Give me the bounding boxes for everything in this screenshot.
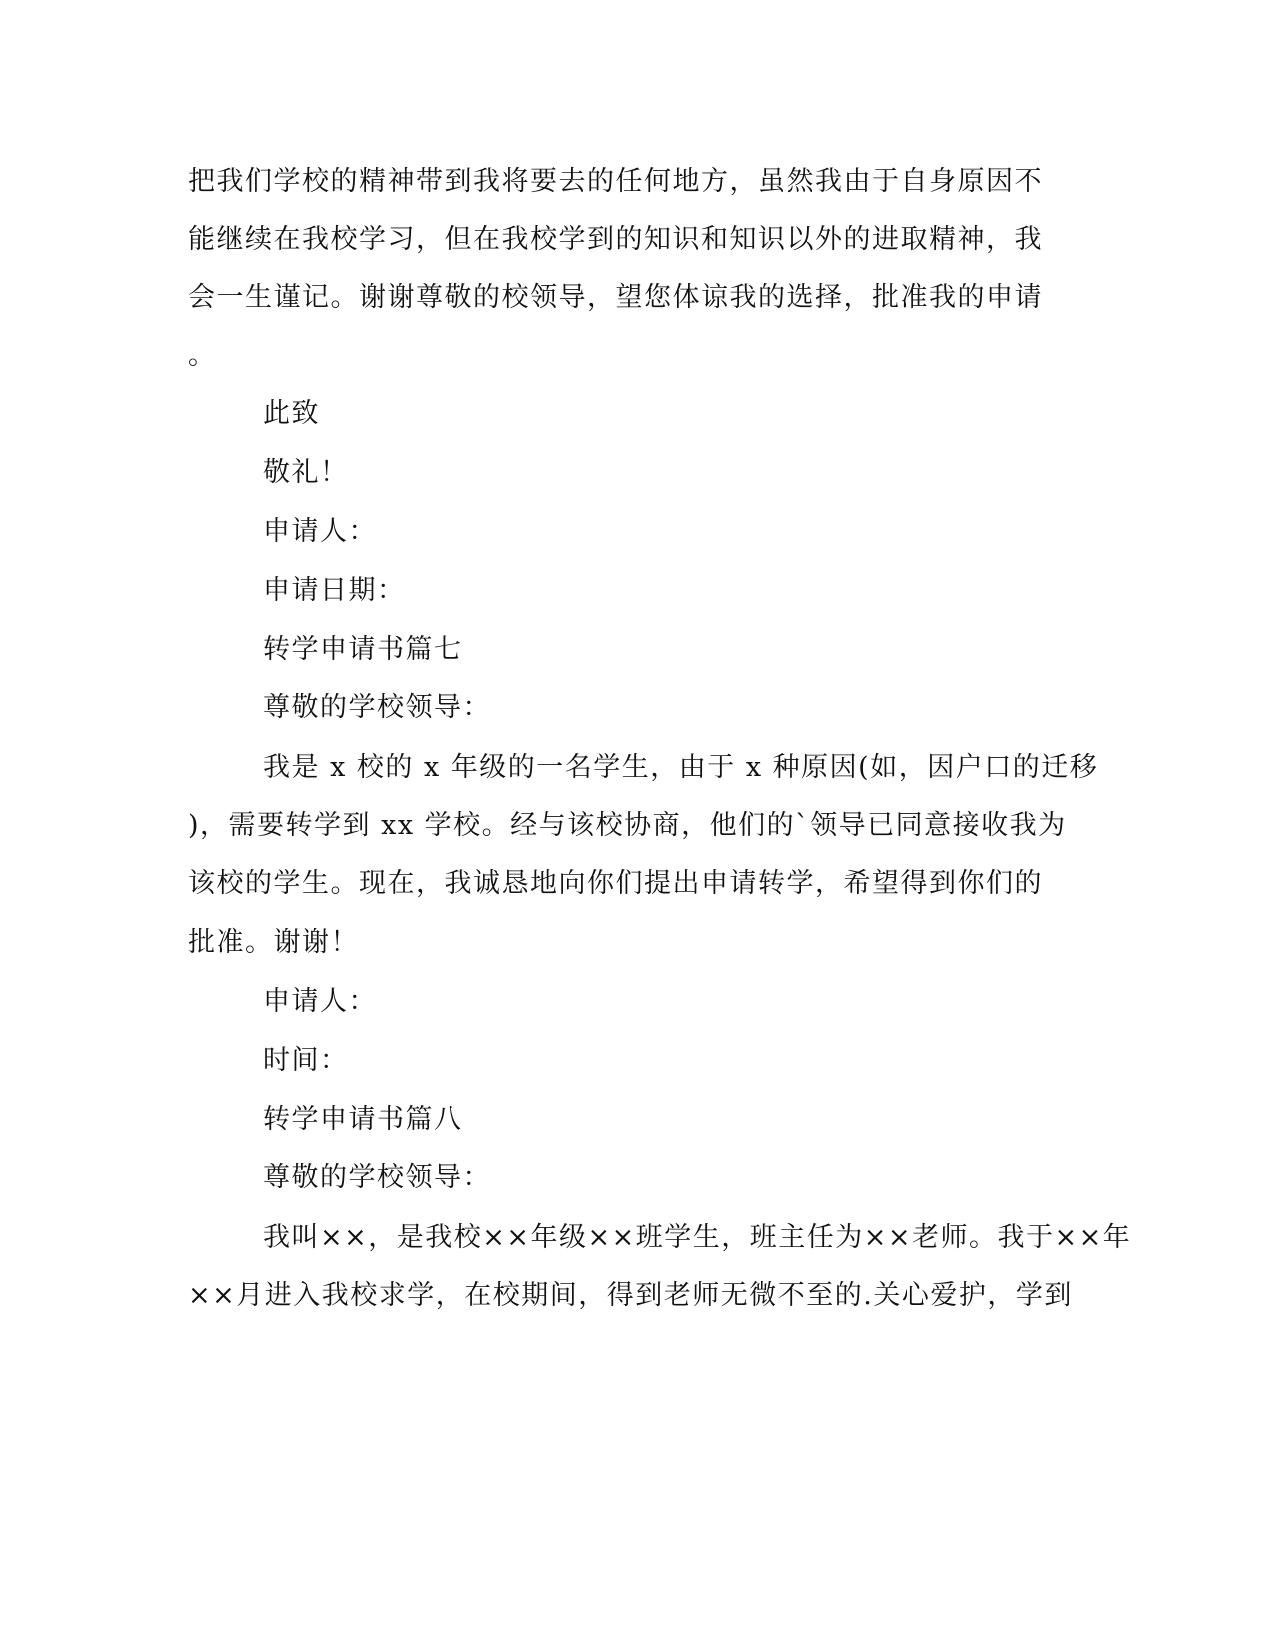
- section-title: 转学申请书篇八: [263, 1104, 463, 1135]
- body-line: 批准。谢谢！: [188, 927, 359, 958]
- time-label: 时间：: [263, 1045, 349, 1076]
- applicant-label: 申请人：: [263, 516, 377, 547]
- closing-line: 此致: [263, 398, 320, 429]
- body-line: ××月进入我校求学，在校期间，得到老师无微不至的.关心爱护，学到: [188, 1280, 1073, 1311]
- body-line: )，需要转学到 xx 学校。经与该校协商，他们的`领导已同意接收我为: [188, 810, 1067, 841]
- body-line: 。: [188, 340, 217, 371]
- date-label: 申请日期：: [263, 575, 406, 606]
- body-line: 我叫××，是我校××年级××班学生，班主任为××老师。我于××年: [263, 1222, 1132, 1253]
- closing-line: 敬礼！: [263, 457, 349, 488]
- applicant-label: 申请人：: [263, 986, 377, 1017]
- body-line: 该校的学生。现在，我诚恳地向你们提出申请转学，希望得到你们的: [188, 868, 1043, 899]
- salutation: 尊敬的学校领导：: [263, 1162, 491, 1193]
- body-line: 我是 x 校的 x 年级的一名学生，由于 x 种原因(如，因户口的迁移: [263, 752, 1099, 783]
- salutation: 尊敬的学校领导：: [263, 692, 491, 723]
- body-line: 把我们学校的精神带到我将要去的任何地方，虽然我由于自身原因不: [188, 166, 1043, 197]
- body-line: 能继续在我校学习，但在我校学到的知识和知识以外的进取精神，我: [188, 224, 1043, 255]
- body-line: 会一生谨记。谢谢尊敬的校领导，望您体谅我的选择，批准我的申请: [188, 282, 1043, 313]
- section-title: 转学申请书篇七: [263, 634, 463, 665]
